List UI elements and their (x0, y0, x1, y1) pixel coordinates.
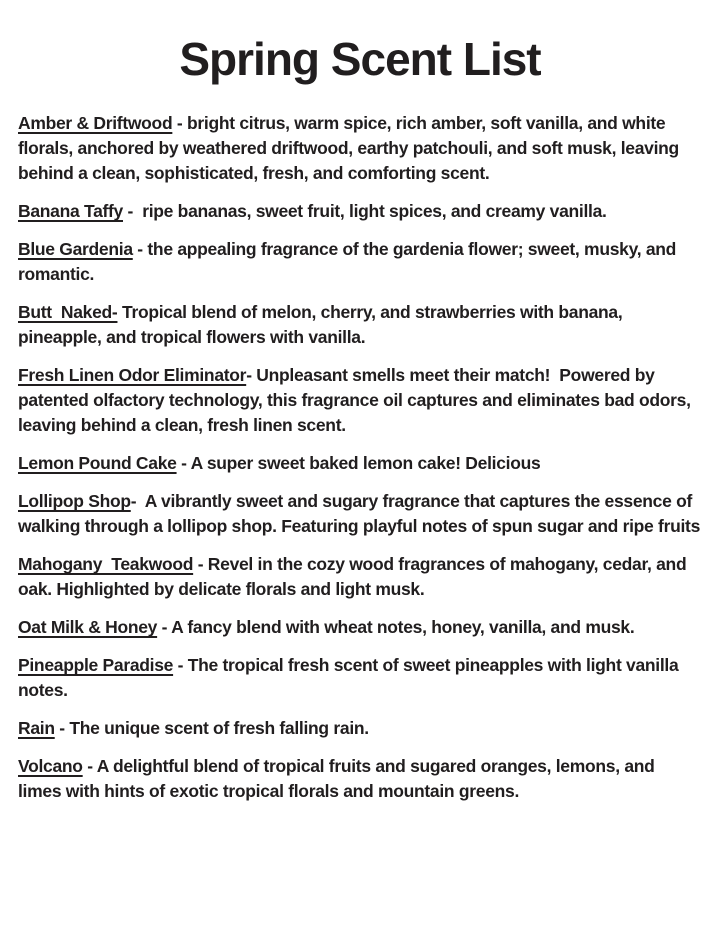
scent-separator: - (123, 200, 143, 221)
scent-separator: - (82, 755, 97, 776)
scent-entry (18, 615, 702, 640)
scent-entry (18, 451, 702, 476)
scent-separator: - (172, 112, 187, 133)
scent-separator: - (132, 238, 148, 259)
scent-name: Pineapple Paradise (18, 654, 174, 675)
scent-description: The tropical fresh scent of sweet pineapples with light vanilla notes. (18, 654, 683, 700)
scent-description: Revel in the cozy wood fragrances of mahogany, cedar, and oak. Highlighted by delicate florals and light musk. (18, 553, 691, 599)
scent-description: Tropical blend of melon, cherry, and strawberries with banana, pineapple, and tropical flowers with vanilla. (18, 301, 627, 347)
scent-separator: - (246, 364, 257, 385)
scent-name: Butt Naked- (18, 301, 118, 322)
scent-name: Mahogany Teakwood (18, 553, 194, 574)
scent-entry (18, 111, 702, 186)
scent-name: Lollipop Shop (18, 490, 131, 511)
scent-entry (18, 754, 702, 804)
scent-description: Unpleasant smells meet their match! Powered by patented olfactory technology, this fragrance oil captures and eliminates bad odors, leaving behind a clean, fresh linen scent. (18, 364, 696, 435)
scent-description: bright citrus, warm spice, rich amber, soft vanilla, and white florals, anchored by weathered driftwood, earthy patchouli, and soft musk, leaving behind a clean, sophisticated, fresh, and comforting scent. (18, 112, 684, 183)
scent-separator: - (176, 452, 191, 473)
scent-description: A fancy blend with wheat notes, honey, vanilla, and musk. (171, 616, 635, 637)
scent-description: The unique scent of fresh falling rain. (69, 717, 369, 738)
scent-entry (18, 653, 702, 703)
scent-name: Amber & Driftwood (18, 112, 173, 133)
scent-entry (18, 363, 702, 438)
scent-entry (18, 237, 702, 287)
scent-name: Banana Taffy (18, 200, 123, 221)
scent-name: Fresh Linen Odor Eliminator (18, 364, 247, 385)
scent-separator: - (54, 717, 70, 738)
scent-separator: - (130, 490, 145, 511)
scent-entry (18, 300, 702, 350)
scent-separator: - (173, 654, 188, 675)
scent-separator: - (193, 553, 208, 574)
page-title: Spring Scent List (179, 33, 541, 85)
scent-description: the appealing fragrance of the gardenia flower; sweet, musky, and romantic. (18, 238, 681, 284)
scent-entry (18, 552, 702, 602)
scent-description: ripe bananas, sweet fruit, light spices, and creamy vanilla. (142, 200, 607, 221)
scent-description: A super sweet baked lemon cake! Delicious (190, 452, 541, 473)
scent-name: Oat Milk & Honey (18, 616, 158, 637)
scent-name: Rain (18, 717, 55, 738)
scent-entry (18, 199, 702, 224)
scent-entry (18, 716, 702, 741)
scent-entry (18, 489, 702, 539)
scent-name: Lemon Pound Cake (18, 452, 177, 473)
scent-description: A vibrantly sweet and sugary fragrance that captures the essence of walking through a lollipop shop. Featuring playful notes of spun sugar and ripe fruits (18, 490, 701, 536)
scent-separator: - (157, 616, 172, 637)
scent-name: Volcano (18, 755, 83, 776)
scent-description: A delightful blend of tropical fruits and sugared oranges, lemons, and limes with hints of exotic tropical florals and mountain greens. (18, 755, 660, 801)
scent-name: Blue Gardenia (18, 238, 133, 259)
